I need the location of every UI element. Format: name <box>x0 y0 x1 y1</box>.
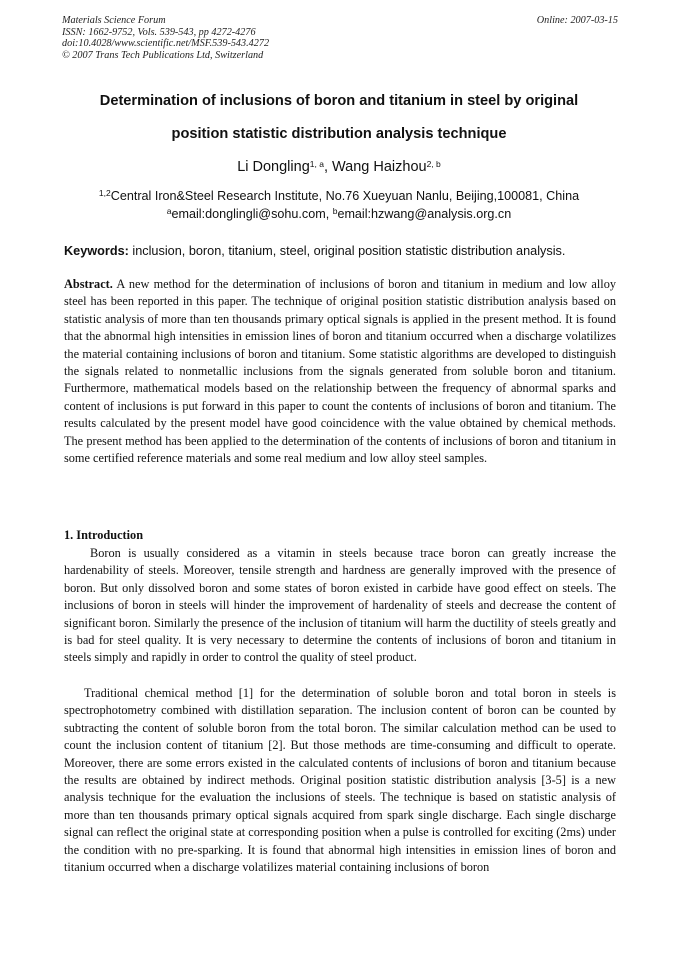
author-2: Wang Haizhou <box>332 159 427 175</box>
keywords <box>64 243 624 259</box>
author-list <box>40 158 638 176</box>
email-a[interactable]: email:donglingli@sohu.com, <box>171 207 333 221</box>
introduction-paragraph-2: Traditional chemical method [1] for the determination of soluble boron and total boron in steels is spectrophotometry combined with distillation separation. The inclusion content of boron can be counted by subtracting the content of soluble boron from the total boron. The similar calculation method can be used to count the inclusion content of titanium [2]. But those methods are time-consuming and difficult to operate. Moreover, there are some errors existed in the calculated contents of inclusions of boron and titanium because the results are obtained by indirect methods. Original position statistic distribution analysis [3-5] is a new analysis technique for the evaluation the inclusions of steels. The technique is based on statistic analysis of more than ten thousands primary optical signals acquired from spark single discharge. Each single discharge signal can reflect the original state at corresponding position when a pulse is controlled for exciting (2ms) under the condition with no pre-sparking. It is found that abnormal high intensities in emission lines of boron and titanium occurred when a discharge volatilizes material containing inclusions of boron <box>64 686 616 875</box>
author-2-affiliation: 2, b <box>426 159 441 169</box>
affiliation <box>40 188 638 204</box>
author-1-affiliation: 1, a <box>309 159 324 169</box>
journal-name: Materials Science Forum <box>62 15 166 26</box>
journal-header <box>62 15 618 61</box>
abstract <box>64 276 616 467</box>
abstract-text: A new method for the determination of inclusions of boron and titanium in medium and low alloy steel has been reported in this paper. The technique of original position statistic distribution analysis based on statistic analysis of more than ten thousands primary optical signals is applied in the present method. It is found that the abnormal high intensities in emission lines of boron and titanium occurred when a discharge volatilizes the material containing inclusions of boron and titanium. Some statistic algorithms are developed to distinguish the signals related to nonmetallic inclusions from the signals generated from soluble boron and titanium. Furthermore, mathematical models based on the relationship between the frequency of abnormal sparks and content of inclusions is put forward in this paper to count the contents of inclusions of boron and titanium. The results calculated by the present model have good coincidence with the value obtained by chemical methods. The present method has been applied to the determination of the contents of inclusions of boron and titanium in some certified reference materials and some real medium and low alloy steel samples. <box>64 277 616 466</box>
affiliation-text: Central Iron&Steel Research Institute, No.76 Xueyuan Nanlu, Beijing,100081, China <box>110 189 580 203</box>
keywords-label: Keywords: <box>64 244 129 258</box>
emails <box>40 206 638 222</box>
copyright-line: © 2007 Trans Tech Publications Ltd, Switzerland <box>62 49 264 61</box>
author-1: Li Dongling <box>237 159 310 175</box>
online-date: Online: 2007-03-15 <box>536 15 618 26</box>
author-separator: , <box>323 159 333 175</box>
doi-line: doi:10.4028/www.scientific.net/MSF.539-543.4272 <box>62 38 270 50</box>
paper-title-line-1: Determination of inclusions of boron and titanium in steel by original <box>99 93 579 109</box>
abstract-label: Abstract. <box>64 277 113 291</box>
section-heading-introduction: 1. Introduction <box>64 528 144 542</box>
email-b-marker: b <box>332 206 338 216</box>
paper-title-line-2: position statistic distribution analysis technique <box>171 126 507 142</box>
email-a-marker: a <box>166 206 172 216</box>
introduction-paragraph-1: Boron is usually considered as a vitamin in steels because trace boron can greatly increase the hardenability of steels. Moreover, tensile strength and hardness are generally improved with the presence of boron. But only dissolved boron and some states of boron existed in carbide have good effect on steels. The inclusions of boron in steels will hinder the improvement of hardenality of steels and decrease the content of significant boron. Similarly the presence of the inclusion of titanium will harm the ductility of steels greatly and is bad for steel quality. It is very necessary to determine the contents of inclusions of boron and titanium in steels simply and rapidly in order to control the quality of steel product. <box>64 546 616 665</box>
issn-line: ISSN: 1662-9752, Vols. 539-543, pp 4272-4276 <box>62 26 256 38</box>
email-b[interactable]: email:hzwang@analysis.org.cn <box>337 207 512 221</box>
affiliation-marker: 1,2 <box>98 188 111 198</box>
keywords-text: inclusion, boron, titanium, steel, original position statistic distribution analysis. <box>128 244 566 258</box>
